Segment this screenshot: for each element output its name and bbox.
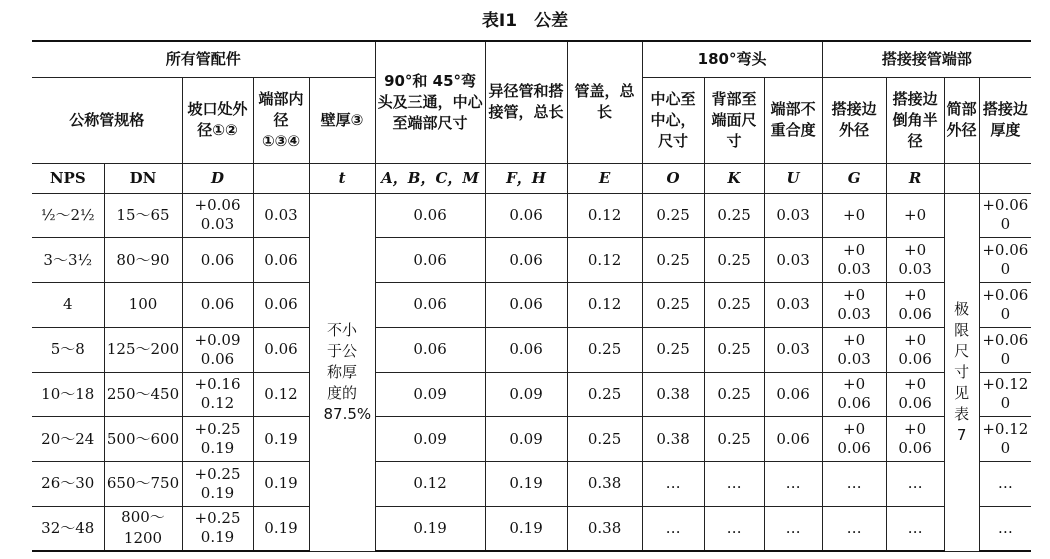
cell-nps [32, 238, 104, 283]
cell-dn [104, 283, 182, 328]
cell-r-line: +0 [904, 330, 927, 349]
cell-e [567, 506, 642, 551]
cell-e [567, 417, 642, 462]
cell-wall-note [309, 193, 375, 551]
col-end-od: 简部外径 [944, 77, 979, 163]
cell-dn [104, 372, 182, 417]
cell-o [642, 372, 704, 417]
cell-r-line: +0 [904, 375, 927, 394]
cell-nps-text: 20～24 [41, 429, 95, 448]
cell-r-line: … [907, 518, 923, 537]
cell-u [764, 283, 822, 328]
cell-d-line: 0.03 [200, 215, 235, 234]
cell-g-line: +0 [843, 241, 866, 260]
cell-g-line: 0.03 [837, 349, 871, 368]
cell-d-line: +0.25 [194, 420, 241, 439]
cell-g [822, 417, 886, 462]
cell-lap-t-line: 0 [1000, 394, 1011, 413]
sym-lap-t-blank [979, 163, 1031, 193]
cell-fh-text: 0.06 [509, 250, 543, 269]
cell-u-text: 0.03 [776, 340, 810, 359]
cell-e [567, 238, 642, 283]
cell-lap-t [979, 193, 1031, 238]
sym-nps: NPS [32, 163, 104, 193]
cell-u-text: 0.03 [776, 205, 810, 224]
cell-k-text: 0.25 [717, 205, 751, 224]
cell-u-text: 0.03 [776, 250, 810, 269]
cell-o-text: … [665, 518, 681, 537]
cell-e-text: 0.12 [587, 250, 622, 269]
cell-u [764, 506, 822, 551]
cell-g-line: … [846, 518, 862, 537]
col-wall: 壁厚③ [309, 77, 375, 163]
tolerance-table [32, 40, 1031, 552]
cell-e-text: 0.38 [587, 518, 622, 537]
cell-g [822, 372, 886, 417]
col-end-alignment: 端部不重合度 [764, 77, 822, 163]
cell-fh [485, 506, 567, 551]
cell-g-line: … [846, 474, 862, 493]
cell-end-id [253, 372, 309, 417]
cell-lap-t-line: +0.06 [982, 330, 1029, 349]
cell-d-line: 0.12 [200, 394, 235, 413]
cell-dn-text: 15～65 [116, 205, 170, 224]
col-bevel-od: 坡口处外径①② [182, 77, 253, 163]
cell-g [822, 327, 886, 372]
cell-fh-text: 0.06 [509, 205, 543, 224]
cell-lap-t [979, 506, 1031, 551]
cell-d [182, 417, 253, 462]
cell-lap-t [979, 238, 1031, 283]
cell-r-line: 0.06 [898, 439, 932, 458]
cell-e-text: 0.25 [587, 384, 622, 403]
cell-nps [32, 506, 104, 551]
cell-nps-text: 4 [62, 295, 73, 314]
cell-lap-t-line: +0.12 [982, 375, 1029, 394]
cell-nps-text: 32～48 [41, 518, 95, 537]
cell-dn-text: 650～750 [106, 474, 180, 493]
cell-dn-text: 800～1200 [121, 508, 165, 548]
cell-k-text: … [726, 474, 742, 493]
cell-o [642, 283, 704, 328]
cell-d-line: +0.16 [194, 375, 241, 394]
cell-end-id-text: 0.06 [264, 340, 298, 359]
sym-g: G [822, 163, 886, 193]
cell-g-line: +0 [843, 205, 866, 224]
cell-lap-t-line: 0 [1000, 349, 1011, 368]
table-row [32, 238, 1031, 283]
cell-acm [375, 193, 485, 238]
cell-o-text: 0.25 [656, 340, 690, 359]
col-lap-radius: 搭接边倒角半径 [886, 77, 944, 163]
sym-fh: F，H [485, 163, 567, 193]
cell-lap-t-line: +0.06 [982, 196, 1029, 215]
cell-e [567, 283, 642, 328]
cell-end-id-text: 0.19 [264, 518, 298, 537]
cell-nps [32, 193, 104, 238]
cell-acm-text: 0.09 [413, 429, 447, 448]
cell-nps-text: 5～8 [50, 340, 85, 359]
cell-lap-t-line: 0 [1000, 260, 1011, 279]
group-cap: 管盖，总长 [567, 41, 642, 163]
cell-dn [104, 506, 182, 551]
cell-r [886, 193, 944, 238]
cell-k-text: 0.25 [717, 384, 751, 403]
table-row [32, 506, 1031, 551]
cell-d [182, 193, 253, 238]
cell-fh [485, 283, 567, 328]
cell-r-line: 0.06 [898, 349, 932, 368]
cell-g-line: 0.06 [837, 439, 871, 458]
cell-u [764, 462, 822, 507]
cell-fh [485, 462, 567, 507]
cell-dn-text: 250～450 [106, 384, 180, 403]
cell-dn-text: 500～600 [106, 429, 180, 448]
cell-d-line: 0.19 [200, 528, 235, 547]
cell-u [764, 193, 822, 238]
sym-d: D [182, 163, 253, 193]
cell-acm [375, 238, 485, 283]
cell-lap-t [979, 327, 1031, 372]
cell-g-line: +0 [843, 375, 866, 394]
cell-fh [485, 372, 567, 417]
cell-end-od-note-text: 极限尺寸见表7 [954, 299, 970, 444]
cell-nps-text: 10～18 [41, 384, 95, 403]
sym-end-od-blank [944, 163, 979, 193]
cell-fh-text: 0.09 [509, 429, 543, 448]
group-all-fittings: 所有管配件 [32, 41, 375, 77]
cell-k-text: 0.25 [717, 340, 751, 359]
cell-d-line: +0.25 [194, 509, 241, 528]
cell-e-text: 0.12 [587, 295, 622, 314]
cell-nps [32, 327, 104, 372]
cell-acm [375, 283, 485, 328]
cell-r [886, 506, 944, 551]
cell-nps-text: 26～30 [41, 474, 95, 493]
cell-wall-note-text: 不小于公称厚度的87.5% [323, 320, 372, 423]
cell-d [182, 462, 253, 507]
cell-u [764, 417, 822, 462]
cell-d-line: 0.06 [200, 250, 235, 269]
cell-k-text: 0.25 [717, 295, 751, 314]
group-reducer-lap: 异径管和搭接管，总长 [485, 41, 567, 163]
cell-acm [375, 327, 485, 372]
cell-lap-t [979, 283, 1031, 328]
cell-k [704, 283, 764, 328]
cell-acm-text: 0.09 [413, 384, 447, 403]
cell-o [642, 506, 704, 551]
cell-dn [104, 327, 182, 372]
cell-k [704, 193, 764, 238]
cell-e-text: 0.25 [587, 429, 622, 448]
sym-acm: A，B，C，M [375, 163, 485, 193]
col-back-to-face: 背部至端面尺寸 [704, 77, 764, 163]
cell-end-id-text: 0.12 [264, 384, 298, 403]
cell-r [886, 462, 944, 507]
col-end-id: 端部内径①③④ [253, 77, 309, 163]
cell-d-line: 0.06 [200, 295, 235, 314]
cell-nps [32, 417, 104, 462]
sym-k: K [704, 163, 764, 193]
table-row [32, 327, 1031, 372]
cell-g-line: 0.03 [837, 304, 871, 323]
header-row-groups [32, 41, 1031, 77]
cell-d [182, 372, 253, 417]
col-lap-thickness: 搭接边厚度 [979, 77, 1031, 163]
cell-r-line: +0 [904, 420, 927, 439]
group-lap-joint-stub: 搭接接管端部 [822, 41, 1031, 77]
cell-acm-text: 0.06 [413, 205, 447, 224]
cell-lap-t-line: +0.06 [982, 285, 1029, 304]
cell-d [182, 283, 253, 328]
cell-r [886, 283, 944, 328]
cell-e [567, 327, 642, 372]
cell-fh-text: 0.09 [509, 384, 543, 403]
cell-g [822, 238, 886, 283]
cell-nps-text: ½～2½ [40, 205, 95, 224]
cell-end-id [253, 506, 309, 551]
cell-dn-text: 80～90 [116, 250, 170, 269]
cell-dn [104, 193, 182, 238]
cell-u-text: 0.03 [776, 295, 810, 314]
cell-o-text: 0.25 [656, 295, 690, 314]
col-nominal-size: 公称管规格 [32, 77, 182, 163]
cell-k-text: 0.25 [717, 429, 751, 448]
cell-u [764, 372, 822, 417]
cell-fh [485, 327, 567, 372]
cell-k-text: … [726, 518, 742, 537]
table-title: 表Ⅰ1 公差 [481, 11, 569, 31]
cell-r [886, 372, 944, 417]
cell-dn-text: 100 [128, 295, 158, 314]
cell-u [764, 238, 822, 283]
cell-fh-text: 0.06 [509, 295, 543, 314]
cell-lap-t-line: … [997, 474, 1013, 493]
cell-o [642, 462, 704, 507]
cell-d-line: +0.25 [194, 464, 241, 483]
cell-d [182, 327, 253, 372]
cell-d-line: +0.06 [194, 196, 241, 215]
cell-lap-t-line: 0 [1000, 215, 1011, 234]
cell-dn-text: 125～200 [106, 340, 180, 359]
cell-end-id [253, 238, 309, 283]
cell-r-line: +0 [904, 205, 927, 224]
cell-o-text: … [665, 474, 681, 493]
table-row [32, 193, 1031, 238]
cell-r-line: +0 [904, 241, 927, 260]
cell-lap-t-line: +0.06 [982, 241, 1029, 260]
cell-r-line: … [907, 474, 923, 493]
cell-acm-text: 0.06 [413, 295, 447, 314]
cell-e-text: 0.12 [587, 205, 622, 224]
cell-g-line: +0 [843, 330, 866, 349]
sym-t: t [309, 163, 375, 193]
cell-o-text: 0.25 [656, 250, 690, 269]
table-row [32, 372, 1031, 417]
cell-r [886, 238, 944, 283]
cell-g [822, 193, 886, 238]
cell-k [704, 327, 764, 372]
cell-fh-text: 0.06 [509, 340, 543, 359]
cell-lap-t-line: 0 [1000, 304, 1011, 323]
cell-g-line: 0.03 [837, 260, 871, 279]
cell-fh [485, 238, 567, 283]
cell-o-text: 0.38 [656, 429, 690, 448]
cell-end-id [253, 417, 309, 462]
cell-e-text: 0.25 [587, 340, 622, 359]
sym-dn: DN [104, 163, 182, 193]
col-center-to-center: 中心至中心，尺寸 [642, 77, 704, 163]
sym-e: E [567, 163, 642, 193]
cell-e-text: 0.38 [587, 474, 622, 493]
cell-k-text: 0.25 [717, 250, 751, 269]
cell-d [182, 238, 253, 283]
cell-lap-t [979, 417, 1031, 462]
sym-o: O [642, 163, 704, 193]
cell-g-line: 0.06 [837, 394, 871, 413]
cell-acm [375, 506, 485, 551]
cell-dn [104, 238, 182, 283]
cell-end-id [253, 283, 309, 328]
cell-r-line: 0.06 [898, 304, 932, 323]
cell-nps [32, 283, 104, 328]
cell-o [642, 193, 704, 238]
cell-fh [485, 417, 567, 462]
cell-k [704, 372, 764, 417]
header-row-symbols [32, 163, 1031, 193]
cell-o [642, 327, 704, 372]
cell-r-line: 0.03 [898, 260, 932, 279]
cell-o [642, 238, 704, 283]
cell-d-line: 0.19 [200, 439, 235, 458]
cell-lap-t-line: … [997, 518, 1013, 537]
cell-nps-text: 3～3½ [43, 250, 93, 269]
cell-u-text: … [785, 474, 801, 493]
cell-d-line: +0.09 [194, 330, 241, 349]
group-180-return: 180°弯头 [642, 41, 822, 77]
sym-r: R [886, 163, 944, 193]
cell-r-line: +0 [904, 285, 927, 304]
cell-dn [104, 417, 182, 462]
cell-end-id-text: 0.19 [264, 429, 298, 448]
cell-acm [375, 462, 485, 507]
cell-o-text: 0.38 [656, 384, 690, 403]
cell-d-line: 0.19 [200, 483, 235, 502]
cell-end-id-text: 0.06 [264, 295, 298, 314]
sym-end-id-blank [253, 163, 309, 193]
cell-u-text: 0.06 [776, 429, 810, 448]
cell-fh-text: 0.19 [509, 474, 543, 493]
cell-d [182, 506, 253, 551]
cell-d-line: 0.06 [200, 349, 235, 368]
cell-nps [32, 462, 104, 507]
cell-k [704, 238, 764, 283]
cell-nps [32, 372, 104, 417]
cell-dn [104, 462, 182, 507]
col-lap-od: 搭接边外径 [822, 77, 886, 163]
cell-fh [485, 193, 567, 238]
cell-r-line: 0.06 [898, 394, 932, 413]
cell-lap-t [979, 462, 1031, 507]
table-row [32, 417, 1031, 462]
group-elbow-tee: 90°和 45°弯头及三通，中心至端部尺寸 [375, 41, 485, 163]
cell-end-id [253, 193, 309, 238]
cell-end-od-note [944, 193, 979, 551]
cell-end-id-text: 0.03 [264, 205, 298, 224]
cell-r [886, 417, 944, 462]
cell-end-id-text: 0.19 [264, 474, 298, 493]
cell-g-line: +0 [843, 285, 866, 304]
cell-u [764, 327, 822, 372]
cell-end-id [253, 327, 309, 372]
cell-k [704, 506, 764, 551]
table-row [32, 283, 1031, 328]
cell-e [567, 462, 642, 507]
cell-acm-text: 0.19 [413, 518, 447, 537]
cell-acm-text: 0.06 [413, 250, 447, 269]
cell-r [886, 327, 944, 372]
cell-lap-t-line: 0 [1000, 439, 1011, 458]
cell-acm [375, 372, 485, 417]
cell-e [567, 193, 642, 238]
cell-o-text: 0.25 [656, 205, 690, 224]
cell-fh-text: 0.19 [509, 518, 543, 537]
cell-acm-text: 0.12 [413, 474, 447, 493]
cell-u-text: 0.06 [776, 384, 810, 403]
cell-acm-text: 0.06 [413, 340, 447, 359]
table-row [32, 462, 1031, 507]
cell-g [822, 506, 886, 551]
cell-lap-t [979, 372, 1031, 417]
cell-u-text: … [785, 518, 801, 537]
cell-k [704, 417, 764, 462]
cell-g [822, 462, 886, 507]
cell-k [704, 462, 764, 507]
cell-end-id [253, 462, 309, 507]
cell-g [822, 283, 886, 328]
cell-end-id-text: 0.06 [264, 250, 298, 269]
cell-g-line: +0 [843, 420, 866, 439]
cell-o [642, 417, 704, 462]
cell-acm [375, 417, 485, 462]
cell-lap-t-line: +0.12 [982, 420, 1029, 439]
sym-u: U [764, 163, 822, 193]
cell-e [567, 372, 642, 417]
